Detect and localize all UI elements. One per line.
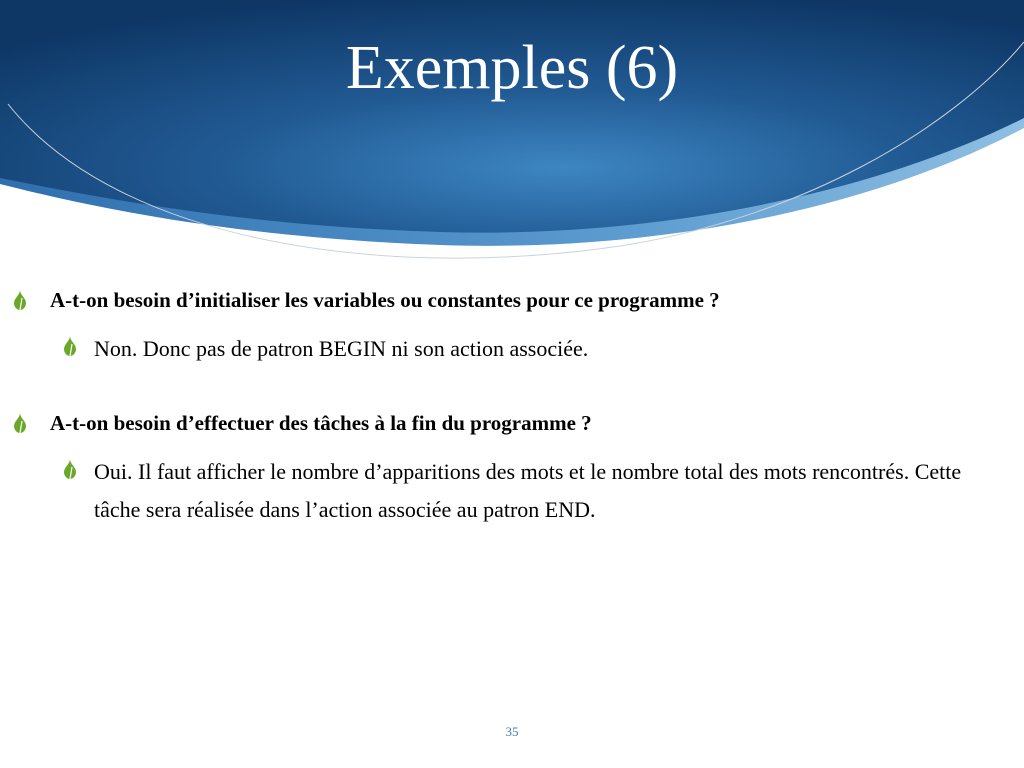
bullet-text: A-t-on besoin d’initialiser les variables ou constantes pour ce programme ? <box>50 288 720 312</box>
leaf-icon <box>62 336 78 356</box>
page-number: 35 <box>505 724 519 739</box>
sub-bullet-text: Non. Donc pas de patron BEGIN ni son action associée. <box>94 336 589 361</box>
sub-bullet-item <box>62 453 982 529</box>
sub-bullet-item <box>62 330 982 368</box>
bullet-text: A-t-on besoin d’effectuer des tâches à la fin du programme ? <box>50 411 592 435</box>
bullet-item <box>12 409 992 437</box>
leaf-icon <box>12 290 28 310</box>
leaf-icon <box>12 413 28 433</box>
leaf-icon <box>62 459 78 479</box>
bullet-item <box>12 286 992 314</box>
sub-bullet-text: Oui. Il faut afficher le nombre d’apparitions des mots et le nombre total des mots rencontrés. Cette tâche sera réalisée dans l’action associée au patron END. <box>94 459 962 522</box>
slide-title: Exemples (6) <box>345 34 679 102</box>
